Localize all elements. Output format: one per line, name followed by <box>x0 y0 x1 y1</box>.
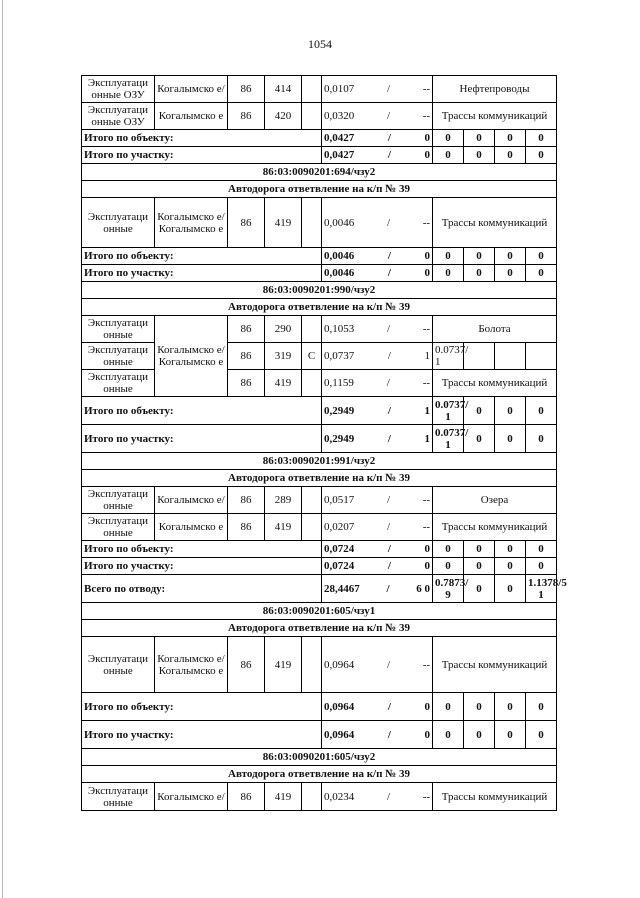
total-value: 0 <box>464 397 495 425</box>
section-heading: 86:03:0090201:605/чзу2 <box>82 749 557 766</box>
split-value: 0.0737/ 1 <box>433 343 464 370</box>
category-cell: Эксплуатаци онные <box>82 783 155 811</box>
row-heading <box>82 766 557 783</box>
area-value-2: 0 <box>424 132 430 144</box>
quarter-cell: 420 <box>265 103 302 130</box>
area-value-2: 0 <box>424 543 430 555</box>
category-cell: Эксплуатаци онные <box>82 487 155 514</box>
area-value-2: -- <box>422 521 431 533</box>
area-value: 0,0737 <box>324 350 355 362</box>
total-value: 0 <box>464 721 495 749</box>
area-value-2: -- <box>422 83 431 95</box>
district-cell: Когалымско е <box>155 514 228 541</box>
purpose-cell: Трассы коммуникаций <box>433 103 557 130</box>
area-value: 0,0427 <box>324 149 355 161</box>
area-value: 0,1053 <box>324 323 355 335</box>
area-cell <box>322 721 433 749</box>
total-value: 0 <box>464 558 495 575</box>
split-value <box>464 343 495 370</box>
total-value: 0 <box>433 147 464 164</box>
purpose-cell: Трассы коммуникаций <box>433 370 557 397</box>
area-value-2: -- <box>422 658 431 671</box>
area-value: 0,0964 <box>324 700 355 713</box>
row-heading <box>82 620 557 637</box>
area-value: 0,2949 <box>324 404 355 417</box>
area-separator: / <box>387 267 391 279</box>
total-value: 0 <box>495 721 526 749</box>
total-value: 0 <box>433 265 464 282</box>
total-value: 0 <box>464 130 495 147</box>
area-cell <box>322 248 433 265</box>
quarter-cell: 419 <box>265 783 302 811</box>
quarter-cell: 419 <box>265 637 302 693</box>
row-heading <box>82 282 557 299</box>
area-separator: / <box>386 790 390 803</box>
area-value: 0,2949 <box>324 432 355 445</box>
total-value: 0 <box>526 397 557 425</box>
district-cell: Когалымско е/ <box>155 487 228 514</box>
section-heading: Автодорога ответвление на к/п № 39 <box>82 766 557 783</box>
area-value: 0,0107 <box>324 83 355 95</box>
total-label: Итого по участку: <box>82 147 322 164</box>
category-cell: Эксплуатаци онные <box>82 316 155 343</box>
total-value: 0 <box>495 265 526 282</box>
area-value: 0,1159 <box>324 377 354 389</box>
area-cell <box>322 575 433 603</box>
row-data3b <box>82 370 557 397</box>
area-separator: / <box>387 700 391 713</box>
type-cell <box>302 316 322 343</box>
area-value: 0,0724 <box>324 543 355 555</box>
area-separator: / <box>387 432 391 445</box>
category-cell: Эксплуатаци онные <box>82 637 155 693</box>
row-total <box>82 558 557 575</box>
area-value-2: -- <box>422 790 431 803</box>
quarter-cell: 419 <box>265 370 302 397</box>
region-code-cell: 86 <box>228 370 265 397</box>
area-separator: / <box>386 377 390 389</box>
region-code-cell: 86 <box>228 316 265 343</box>
area-value-2: 1 <box>424 404 430 417</box>
total-value: 0 <box>464 575 495 603</box>
category-cell: Эксплуатаци онные ОЗУ <box>82 76 155 103</box>
area-value-2: -- <box>422 323 431 335</box>
region-code-cell: 86 <box>228 343 265 370</box>
region-code-cell: 86 <box>228 103 265 130</box>
total-value: 0 <box>526 721 557 749</box>
total-value: 0 <box>433 541 464 558</box>
total-value: 0 <box>526 558 557 575</box>
region-code-cell: 86 <box>228 198 265 248</box>
row-total <box>82 248 557 265</box>
area-value-2: 0 <box>424 149 430 161</box>
total-label: Итого по объекту: <box>82 693 322 721</box>
section-heading: 86:03:0090201:605/чзу1 <box>82 603 557 620</box>
area-separator: / <box>387 132 391 144</box>
row-data <box>82 514 557 541</box>
total-value: 0 <box>495 541 526 558</box>
total-value: 0 <box>433 130 464 147</box>
row-heading <box>82 181 557 198</box>
total-label: Всего по отводу: <box>82 575 322 603</box>
region-code-cell: 86 <box>228 76 265 103</box>
total-label: Итого по объекту: <box>82 130 322 147</box>
area-cell <box>322 147 433 164</box>
section-heading: Автодорога ответвление на к/п № 39 <box>82 181 557 198</box>
row-heading <box>82 299 557 316</box>
district-cell: Когалымско е/ <box>155 783 228 811</box>
area-cell <box>322 487 433 514</box>
quarter-cell: 289 <box>265 487 302 514</box>
area-separator: / <box>386 521 390 533</box>
row-data3 <box>82 316 557 343</box>
area-separator: / <box>386 110 390 122</box>
area-separator: / <box>386 658 390 671</box>
quarter-cell: 319 <box>265 343 302 370</box>
district-cell: Когалымско е/ <box>155 76 228 103</box>
quarter-cell: 290 <box>265 316 302 343</box>
area-separator: / <box>387 560 391 572</box>
area-separator: / <box>386 216 390 229</box>
section-heading: Автодорога ответвление на к/п № 39 <box>82 620 557 637</box>
area-cell <box>322 693 433 721</box>
total-value: 0 <box>495 130 526 147</box>
row-total <box>82 265 557 282</box>
total-value: 0.7873/ 9 <box>433 575 464 603</box>
total-value: 0 <box>433 721 464 749</box>
row-data <box>82 637 557 693</box>
total-label: Итого по участку: <box>82 721 322 749</box>
area-cell <box>322 783 433 811</box>
total-value: 0 <box>526 248 557 265</box>
register-table <box>81 75 567 811</box>
total-value: 0 <box>526 425 557 453</box>
row-data <box>82 198 557 248</box>
area-value-2: 0 <box>424 250 430 262</box>
page-number: 1054 <box>308 37 332 51</box>
row-datasplit <box>82 343 557 370</box>
area-value: 28,4467 <box>324 582 360 595</box>
area-value: 0,0427 <box>324 132 355 144</box>
type-cell <box>302 198 322 248</box>
area-cell <box>322 397 433 425</box>
area-value: 0,0234 <box>324 790 355 803</box>
area-value: 0,0046 <box>324 267 355 279</box>
row-total <box>82 575 557 603</box>
area-value: 0,0046 <box>324 216 355 229</box>
area-cell <box>322 637 433 693</box>
purpose-cell: Трассы коммуникаций <box>433 198 557 248</box>
area-separator: / <box>387 250 391 262</box>
district-cell: Когалымско е/ Когалымско е <box>155 316 228 397</box>
region-code-cell: 86 <box>228 514 265 541</box>
total-label: Итого по объекту: <box>82 397 322 425</box>
area-cell <box>322 316 433 343</box>
quarter-cell: 419 <box>265 198 302 248</box>
area-cell <box>322 370 433 397</box>
area-value-2: 6 0 <box>416 582 430 595</box>
area-value-2: 0 <box>424 560 430 572</box>
scan-edge <box>2 0 3 898</box>
section-heading: 86:03:0090201:694/чзу2 <box>82 164 557 181</box>
area-value-2: -- <box>422 110 431 122</box>
area-separator: / <box>387 404 391 417</box>
area-value: 0,0046 <box>324 250 355 262</box>
area-separator: / <box>387 350 391 362</box>
total-value: 0 <box>495 575 526 603</box>
purpose-cell: Трассы коммуникаций <box>433 514 557 541</box>
area-value: 0,0207 <box>324 521 355 533</box>
area-value-2: -- <box>422 494 431 506</box>
total-value: 0 <box>526 147 557 164</box>
row-heading <box>82 749 557 766</box>
type-cell <box>302 637 322 693</box>
total-value: 0 <box>433 693 464 721</box>
total-value: 0.0737/ 1 <box>433 397 464 425</box>
section-heading: Автодорога ответвление на к/п № 39 <box>82 299 557 316</box>
total-value: 0 <box>464 541 495 558</box>
category-cell: Эксплуатаци онные <box>82 198 155 248</box>
total-value: 0 <box>526 541 557 558</box>
total-value: 0 <box>495 425 526 453</box>
total-value: 0 <box>495 397 526 425</box>
quarter-cell: 419 <box>265 514 302 541</box>
area-separator: / <box>386 83 390 95</box>
area-value-2: 0 <box>424 267 430 279</box>
area-value-2: -- <box>422 377 431 389</box>
type-cell: С <box>302 343 322 370</box>
purpose-cell: Трассы коммуникаций <box>433 637 557 693</box>
purpose-cell: Трассы коммуникаций <box>433 783 557 811</box>
area-cell <box>322 558 433 575</box>
total-label: Итого по объекту: <box>82 248 322 265</box>
purpose-cell: Болота <box>433 316 557 343</box>
row-data <box>82 76 557 103</box>
area-separator: / <box>387 728 391 741</box>
type-cell <box>302 370 322 397</box>
row-total <box>82 397 557 425</box>
section-heading: 86:03:0090201:991/чзу2 <box>82 453 557 470</box>
total-value: 0.0737/ 1 <box>433 425 464 453</box>
purpose-cell: Озера <box>433 487 557 514</box>
area-value-2: -- <box>422 216 431 229</box>
total-value: 0 <box>464 693 495 721</box>
total-value: 0 <box>526 265 557 282</box>
area-separator: / <box>386 582 390 595</box>
area-cell <box>322 265 433 282</box>
row-total <box>82 130 557 147</box>
area-value: 0,0964 <box>324 728 355 741</box>
district-cell: Когалымско е/ Когалымско е <box>155 198 228 248</box>
row-total <box>82 147 557 164</box>
area-value: 0,0964 <box>324 658 355 671</box>
row-heading <box>82 164 557 181</box>
total-label: Итого по участку: <box>82 558 322 575</box>
region-code-cell: 86 <box>228 487 265 514</box>
type-cell <box>302 103 322 130</box>
area-cell <box>322 541 433 558</box>
section-heading: 86:03:0090201:990/чзу2 <box>82 282 557 299</box>
type-cell <box>302 76 322 103</box>
area-separator: / <box>386 323 390 335</box>
row-total <box>82 541 557 558</box>
area-value: 0,0517 <box>324 494 355 506</box>
row-data <box>82 103 557 130</box>
total-label: Итого по участку: <box>82 265 322 282</box>
area-value: 0,0724 <box>324 560 355 572</box>
area-separator: / <box>387 149 391 161</box>
row-total <box>82 721 557 749</box>
area-value-2: 1 <box>424 350 430 362</box>
type-cell <box>302 514 322 541</box>
total-value: 0 <box>433 248 464 265</box>
district-cell: Когалымско е <box>155 103 228 130</box>
split-value <box>495 343 526 370</box>
row-heading <box>82 453 557 470</box>
category-cell: Эксплуатаци онные <box>82 343 155 370</box>
total-value: 0 <box>464 425 495 453</box>
area-cell <box>322 130 433 147</box>
category-cell: Эксплуатаци онные ОЗУ <box>82 103 155 130</box>
row-total <box>82 693 557 721</box>
area-separator: / <box>387 543 391 555</box>
total-value: 0 <box>526 130 557 147</box>
row-heading <box>82 470 557 487</box>
type-cell <box>302 487 322 514</box>
total-value: 1.1378/5 1 <box>526 575 557 603</box>
total-value: 0 <box>464 248 495 265</box>
area-value-2: 0 <box>424 728 430 741</box>
area-separator: / <box>386 494 390 506</box>
area-value-2: 0 <box>424 700 430 713</box>
total-value: 0 <box>433 558 464 575</box>
row-heading <box>82 603 557 620</box>
total-value: 0 <box>495 693 526 721</box>
total-value: 0 <box>464 265 495 282</box>
quarter-cell: 414 <box>265 76 302 103</box>
total-value: 0 <box>464 147 495 164</box>
region-code-cell: 86 <box>228 637 265 693</box>
area-value: 0,0320 <box>324 110 355 122</box>
area-cell <box>322 103 433 130</box>
section-heading: Автодорога ответвление на к/п № 39 <box>82 470 557 487</box>
row-total <box>82 425 557 453</box>
register-body <box>82 76 567 811</box>
total-value: 0 <box>495 248 526 265</box>
area-cell <box>322 514 433 541</box>
region-code-cell: 86 <box>228 783 265 811</box>
split-value <box>526 343 557 370</box>
total-label: Итого по участку: <box>82 425 322 453</box>
total-value: 0 <box>495 558 526 575</box>
area-cell <box>322 76 433 103</box>
area-value-2: 1 <box>424 432 430 445</box>
total-label: Итого по объекту: <box>82 541 322 558</box>
district-cell: Когалымско е/ Когалымско е <box>155 637 228 693</box>
category-cell: Эксплуатаци онные <box>82 514 155 541</box>
area-cell <box>322 198 433 248</box>
area-cell <box>322 425 433 453</box>
area-cell <box>322 343 433 370</box>
total-value: 0 <box>495 147 526 164</box>
category-cell: Эксплуатаци онные <box>82 370 155 397</box>
row-data <box>82 487 557 514</box>
row-data <box>82 783 557 811</box>
type-cell <box>302 783 322 811</box>
total-value: 0 <box>526 693 557 721</box>
purpose-cell: Нефтепроводы <box>433 76 557 103</box>
